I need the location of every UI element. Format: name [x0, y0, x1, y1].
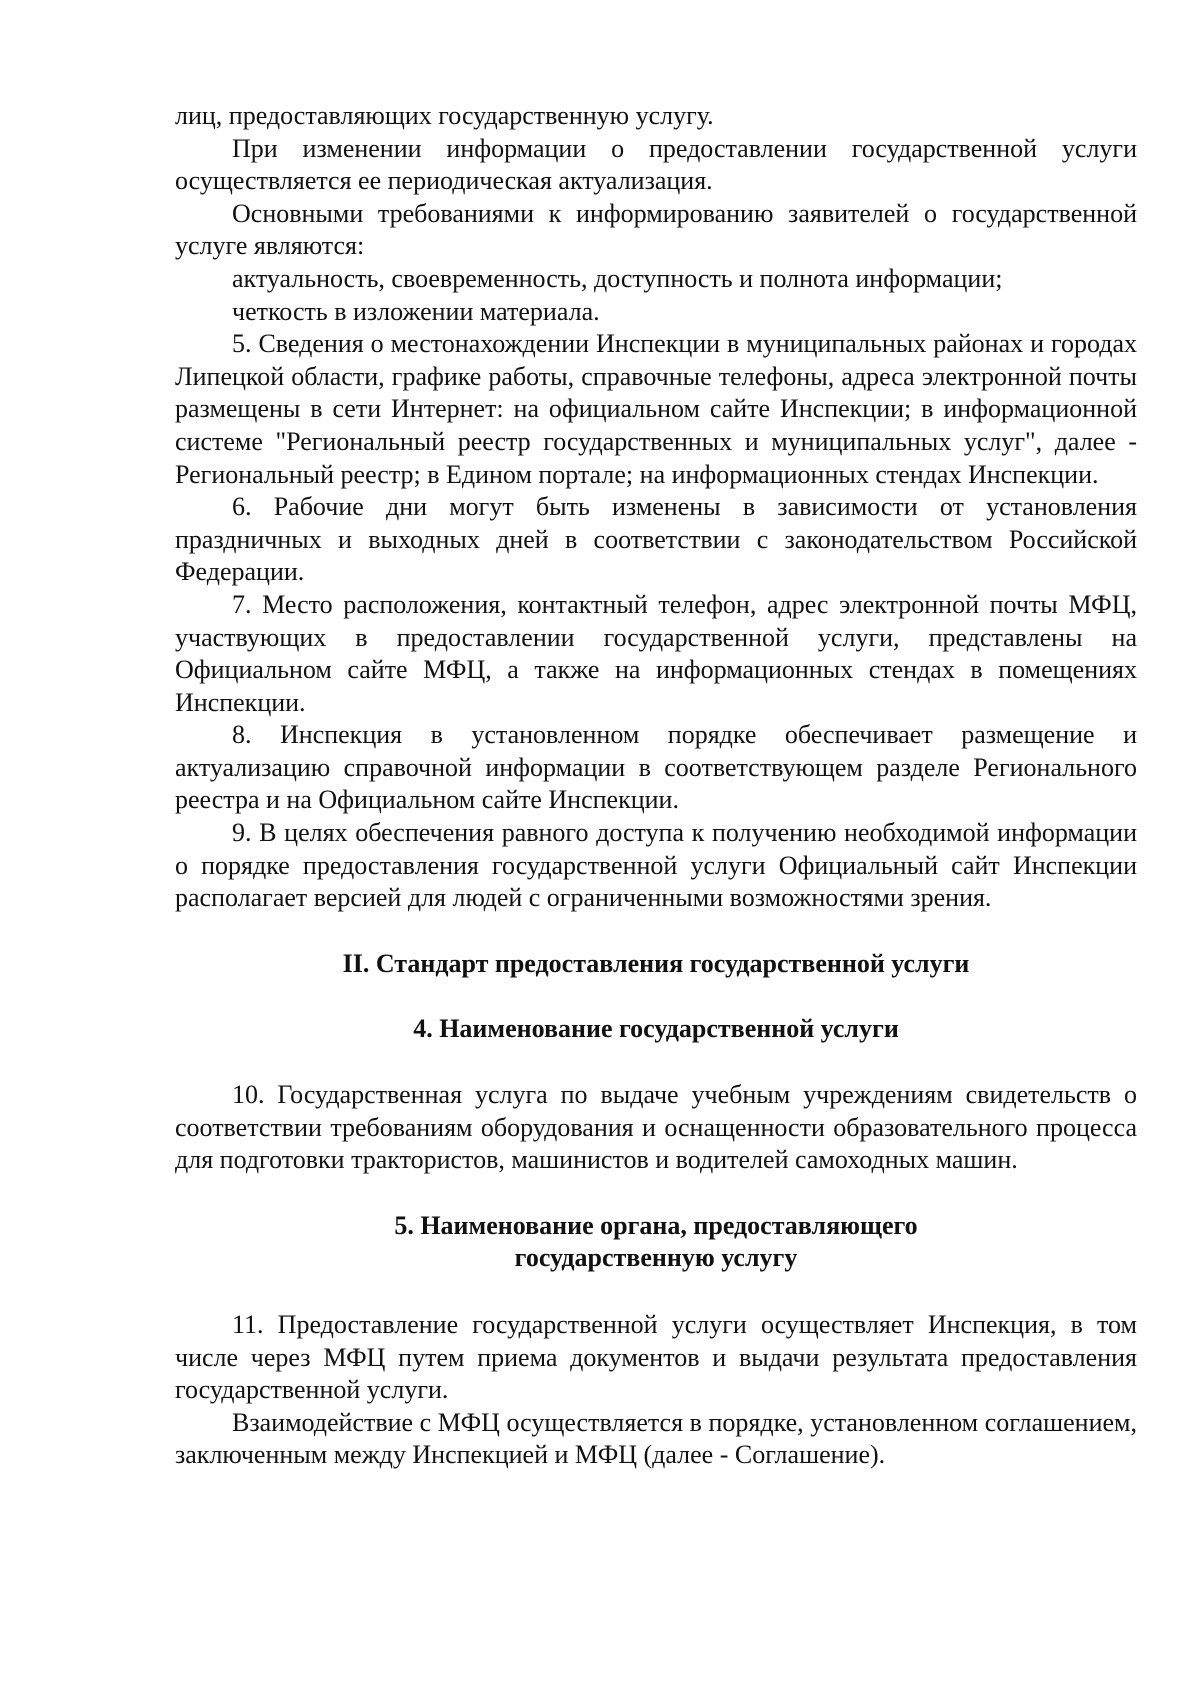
paragraph-10-service-name: 10. Государственная услуга по выдаче учебным учреждениям свидетельств о соответствии требованиям оборудования и оснащенности образовательного процесса для подготовки трактористов, машинистов и водителей самоходных машин.: [175, 1080, 1137, 1175]
paragraph-9-accessibility: 9. В целях обеспечения равного доступа к получению необходимой информации о порядке предоставления государственной услуги Официальный сайт Инспекции располагает версией для людей с ограниченными возможностями зрения.: [175, 818, 1137, 913]
paragraph-continuation: лиц, предоставляющих государственную услугу.: [175, 101, 714, 130]
subsection-heading-authority-line1: 5. Наименование органа, предоставляющего: [394, 1210, 918, 1240]
document-page: [175, 100, 1137, 1472]
paragraph-mfc-interaction: Взаимодействие с МФЦ осуществляется в порядке, установленном соглашением, заключенным между Инспекцией и МФЦ (далее - Соглашение).: [175, 1407, 1137, 1470]
paragraph-7-mfc-location: 7. Место расположения, контактный телефон, адрес электронной почты МФЦ, участвующих в предоставлении государственной услуги, представлены на Официальном сайте МФЦ, а также на информационных стендах в помещениях Инспекции.: [175, 589, 1137, 717]
paragraph-requirements-intro: Основными требованиями к информированию заявителей о государственной услуге являются:: [175, 198, 1137, 261]
paragraph-6-working-days: 6. Рабочие дни могут быть изменены в зависимости от установления праздничных и выходных дней в соответствии с законодательством Российской Федерации.: [175, 492, 1137, 587]
paragraph-11-provider: 11. Предоставление государственной услуги осуществляет Инспекция, в том числе через МФЦ путем приема документов и выдачи результата предоставления государственной услуги.: [175, 1310, 1137, 1405]
paragraph-8-registry-update: 8. Инспекция в установленном порядке обеспечивает размещение и актуализацию справочной информации в соответствующем разделе Регионального реестра и на Официальном сайте Инспекции.: [175, 720, 1137, 815]
list-item-relevance: актуальность, своевременность, доступность и полнота информации;: [232, 263, 1003, 293]
list-item-clarity: четкость в изложении материала.: [232, 296, 600, 326]
subsection-heading-authority-line2: государственную услугу: [514, 1243, 798, 1273]
subsection-heading-authority: [175, 1210, 1137, 1275]
paragraph-5-location-info: 5. Сведения о местонахождении Инспекции в муниципальных районах и городах Липецкой области, графике работы, справочные телефоны, адреса электронной почты размещены в сети Интернет: на официальном сайте Инспекции; в информационной системе "Региональный реестр государственных и муниципальных услуг", далее - Региональный реестр; в Едином портале; на информационных стендах Инспекции.: [175, 329, 1137, 489]
section-heading-standard: II. Стандарт предоставления государственной услуги: [342, 948, 970, 978]
subsection-heading-service-name: 4. Наименование государственной услуги: [413, 1014, 899, 1044]
paragraph-info-update: При изменении информации о предоставлении государственной услуги осуществляется ее периодическая актуализация.: [175, 133, 1137, 196]
